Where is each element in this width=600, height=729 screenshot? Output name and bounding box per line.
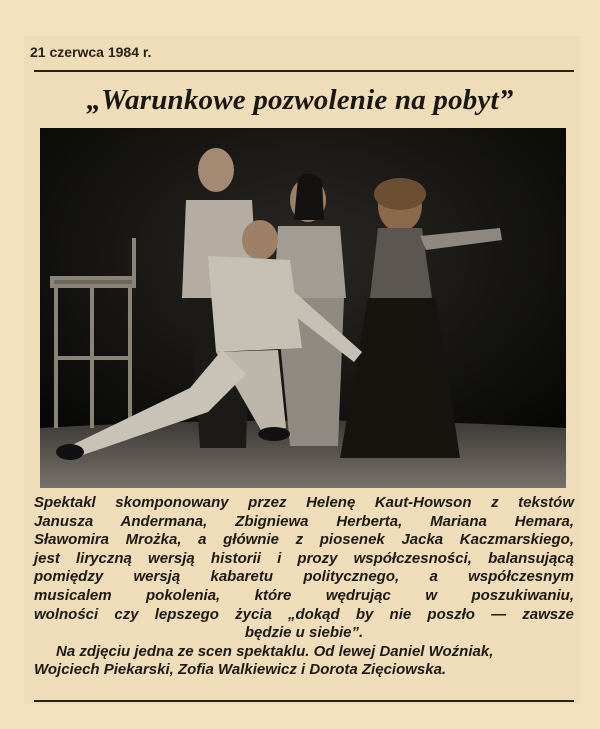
caption-line: będzie u siebie”.	[244, 624, 364, 642]
bottom-rule	[34, 700, 574, 702]
top-rule	[34, 70, 574, 72]
caption-line: Spektakl skomponowany przez Helenę Kaut-Howson z tekstów	[34, 494, 574, 511]
caption-line: jest liryczną wersją historii i prozy współczesności, balansującą	[34, 549, 574, 567]
publication-date: 21 czerwca 1984 r.	[30, 44, 152, 60]
caption-line: Sławomira Mrożka, a głównie z piosenek Jacka Kaczmarskiego,	[34, 531, 574, 549]
photo-caption	[34, 494, 574, 680]
caption-line: musicalem pokolenia, które wędrując w poszukiwaniu,	[34, 586, 574, 604]
stage-photo-illustration	[40, 128, 566, 488]
caption-line: pomiędzy wersją kabaretu politycznego, a współczesnym	[34, 568, 574, 586]
caption-line: Na zdjęciu jedna ze scen spektaklu. Od lewej Daniel Woźniak,	[56, 642, 494, 660]
caption-line: Wojciech Piekarski, Zofia Walkiewicz i Dorota Zięciowska.	[34, 661, 447, 679]
headline: „Warunkowe pozwolenie na pobyt”	[86, 84, 514, 116]
caption-line: Janusza Andermana, Zbigniewa Herberta, Mariana Hemara,	[34, 512, 574, 530]
stage-photo	[40, 128, 566, 488]
caption-line: wolności czy lepszego życia „dokąd by nie poszło — zawsze	[34, 605, 574, 623]
